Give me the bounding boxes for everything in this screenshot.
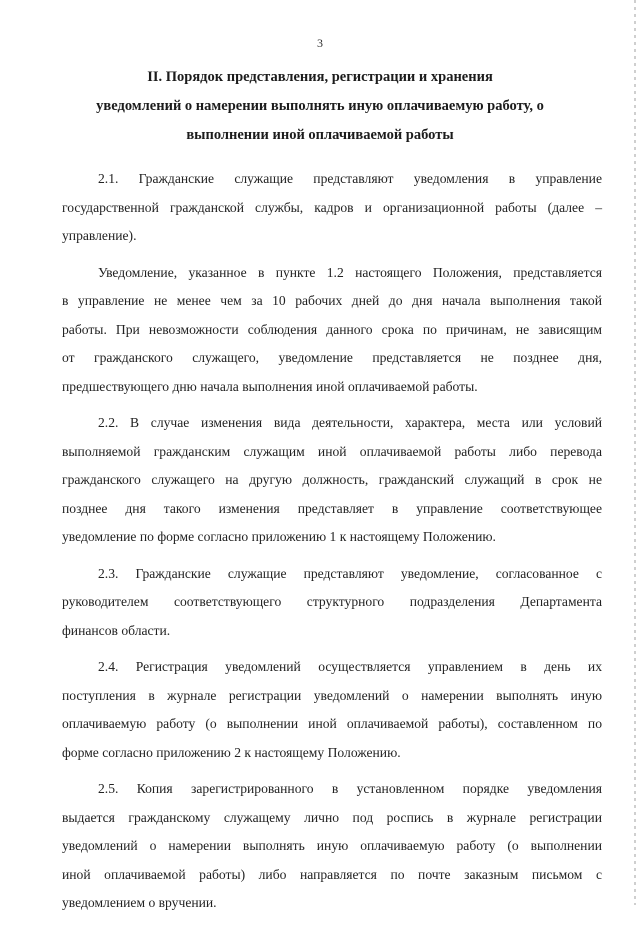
text-line: государственной гражданской службы, кадров и организационной работы (далее –	[62, 199, 602, 215]
text-line: 2.4. Регистрация уведомлений осуществляется управлением в день их	[98, 659, 602, 674]
text-line: 2.3. Гражданские служащие представляют уведомление, согласованное с	[98, 565, 602, 581]
text-line: гражданского служащего на другую должность, гражданский служащий в срок не	[62, 472, 602, 487]
paragraph-2-1	[62, 165, 602, 251]
section-title	[50, 63, 590, 150]
text-line: руководителем соответствующего структурного подразделения Департамента	[62, 594, 602, 609]
paragraph-2-4	[62, 653, 602, 767]
section-title-line: уведомлений о намерении выполнять иную оплачиваемую работу, о	[96, 98, 544, 114]
text-line: 2.5. Копия зарегистрированного в установленном порядке уведомления	[98, 781, 602, 796]
text-line: работы. При невозможности соблюдения данного срока по причинам, не зависящим	[62, 321, 602, 337]
text-line: иной оплачиваемой работы) либо направляется по почте заказным письмом с	[62, 866, 602, 882]
document-body	[62, 165, 602, 926]
text-line: поступления в журнале регистрации уведомлений о намерении выполнять иную	[62, 687, 602, 703]
text-line: управление).	[62, 228, 137, 243]
text-line: Уведомление, указанное в пункте 1.2 настоящего Положения, представляется	[98, 264, 602, 280]
paragraph-2-3	[62, 560, 602, 646]
paragraph-2-2	[62, 409, 602, 552]
text-line: форме согласно приложению 2 к настоящему Положению.	[62, 744, 401, 760]
text-line: 2.2. В случае изменения вида деятельности, характера, места или условий	[98, 415, 602, 430]
text-line: уведомлением о вручении.	[62, 895, 217, 910]
text-line: 2.1. Гражданские служащие представляют уведомления в управление	[98, 171, 602, 186]
text-line: уведомлений о намерении выполнять иную оплачиваемую работу (о выполнении	[62, 838, 602, 853]
scan-edge-border	[634, 0, 636, 905]
text-line: выдается гражданскому служащему лично под роспись в журнале регистрации	[62, 809, 602, 825]
section-title-line: II. Порядок представления, регистрации и хранения	[147, 69, 493, 85]
text-line: от гражданского служащего, уведомление представляется не позднее дня,	[62, 350, 602, 365]
paragraph-2-5	[62, 775, 602, 918]
text-line: уведомление по форме согласно приложению 1 к настоящему Положению.	[62, 529, 496, 544]
text-line: финансов области.	[62, 622, 171, 638]
section-title-line: выполнении иной оплачиваемой работы	[186, 127, 454, 143]
page-number: 3	[317, 36, 323, 50]
text-line: оплачиваемую работу (о выполнении иной оплачиваемой работы), составленном по	[62, 716, 602, 731]
text-line: в управление не менее чем за 10 рабочих дней до дня начала выполнения такой	[62, 293, 602, 308]
text-line: позднее дня такого изменения представляет в управление соответствующее	[62, 500, 602, 516]
text-line: предшествующего дню начала выполнения иной оплачиваемой работы.	[62, 378, 478, 394]
text-line: выполняемой гражданским служащим иной оплачиваемой работы либо перевода	[62, 443, 602, 459]
paragraph-notice	[62, 259, 602, 402]
